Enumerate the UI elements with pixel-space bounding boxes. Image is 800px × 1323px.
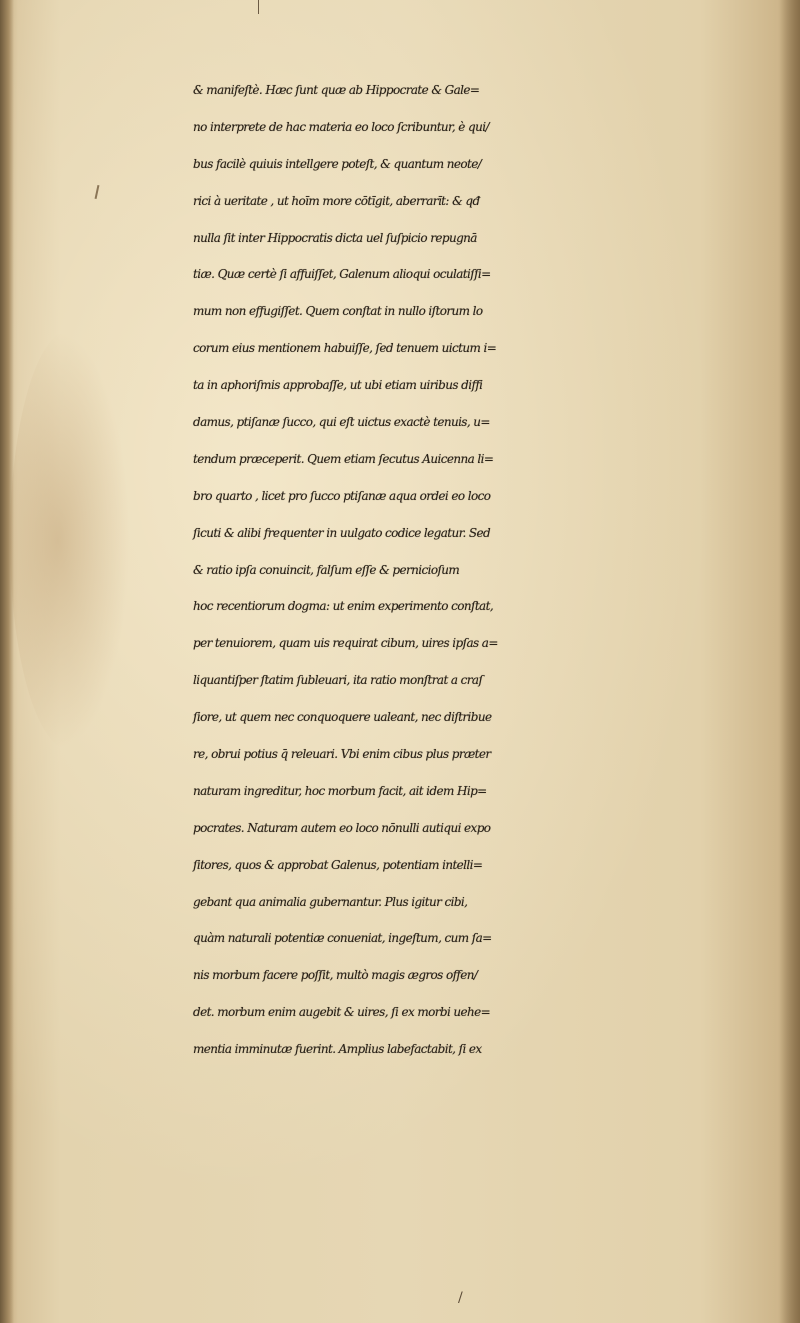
text-line: pocrates. Naturam autem eo loco nōnulli autiqui expo [193, 820, 491, 835]
text-line: bus facilè quiuis intellgere poteſt, & quantum neote/ [193, 156, 482, 171]
text-line: bro quarto , licet pro ſucco ptiſanæ aqua ordei eo loco [193, 488, 491, 503]
text-line: nulla ſit inter Hippocratis dicta uel ſuſpicio repugnā [193, 230, 477, 245]
paper-stain [10, 330, 130, 750]
text-line: ſiore, ut quem nec conquoquere ualeant, nec diſtribue [193, 710, 492, 725]
folio-mark: / [458, 1290, 463, 1306]
text-line: re, obrui potius q̄ releuari. Vbi enim cibus plus præter [193, 747, 491, 762]
text-line: corum eius mentionem habuiſſe, ſed tenuem uictum i= [193, 341, 497, 356]
text-line: ta in aphoriſmis approbaſſe, ut ubi etiam uiribus diffi [193, 378, 483, 393]
text-line: mentia imminutæ fuerint. Amplius labefactabit, ſi ex [193, 1042, 482, 1057]
margin-tick-mark [95, 185, 100, 199]
text-line: naturam ingreditur, hoc morbum facit, ait idem Hip= [193, 783, 487, 798]
text-line: damus, ptiſanæ ſucco, qui eſt uictus exactè tenuis, u= [193, 415, 490, 430]
text-line: per tenuiorem, quam uis requirat cibum, uires ipſas a= [193, 636, 498, 651]
text-line: nis morbum facere poſſit, multò magis ægros offen/ [193, 968, 478, 983]
text-line: det. morbum enim augebit & uires, ſi ex morbi uehe= [193, 1005, 491, 1020]
text-line: ſicuti & alibi frequenter in uulgato codice legatur. Sed [193, 525, 491, 540]
text-line: tendum præceperit. Quem etiam ſecutus Auicenna li= [193, 451, 494, 466]
text-block [193, 72, 793, 1068]
gutter-shadow [0, 0, 14, 1323]
text-line: rici à ueritate , ut hoīm more cōtīgit, aberrarīt: & qđ [193, 193, 480, 208]
text-line: ſitores, quos & approbat Galenus, potentiam intelli= [193, 857, 483, 872]
text-line: quàm naturali potentiæ conueniat, ingeſtum, cum ſa= [193, 931, 492, 946]
text-line: hoc recentiorum dogma: ut enim experimento conſtat, [193, 599, 494, 614]
text-line: liquantiſper ſtatim ſubleuari, ita ratio monſtrat a craſ [193, 673, 483, 688]
text-line: gebant qua animalia gubernantur. Plus igitur cibi, [193, 894, 468, 909]
text-line: & ratio ipſa conuincit, falſum eſſe & pernicioſum [193, 562, 460, 577]
text-line: tiæ. Quæ certè ſi affuiſſet, Galenum alioqui oculatiſſi= [193, 267, 491, 282]
top-tick-mark [258, 0, 259, 14]
text-line: & manifeſtè. Hæc ſunt quæ ab Hippocrate & Gale= [193, 83, 480, 97]
text-line: mum non effugiſſet. Quem conſtat in nullo iſtorum lo [193, 304, 483, 319]
text-line: no interprete de hac materia eo loco ſcribuntur, è qui/ [193, 119, 489, 134]
